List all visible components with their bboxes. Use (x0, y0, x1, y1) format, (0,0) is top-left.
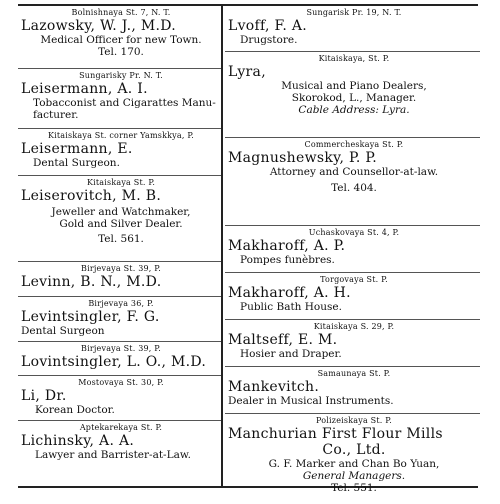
directory-entry (18, 129, 221, 176)
left-column (18, 6, 221, 466)
directory-entry (18, 376, 221, 421)
right-column (225, 6, 480, 504)
directory-entry (225, 320, 480, 367)
entry-line: G. F. Marker and Chan Bo Yuan, (268, 458, 440, 470)
entry-name: Maltseff, E. M. (228, 332, 338, 348)
directory-entry (18, 176, 221, 262)
entry-address: Birjevaya St. 39, P. (81, 264, 161, 273)
entry-line: Tobacconist and Cigarattes Manu- (33, 97, 216, 109)
entry-address: Samaunaya St. P. (317, 369, 391, 378)
entry-line: Gold and Silver Dealer. (59, 218, 183, 230)
entry-line: Tel. 551. (331, 482, 377, 494)
directory-entry (18, 421, 221, 466)
entry-line: Hosier and Draper. (240, 348, 342, 360)
entry-line: facturer. (33, 109, 79, 121)
entry-address: Birjevaya St. 39, P. (81, 344, 161, 353)
directory-entry (225, 367, 480, 414)
directory-entry (225, 226, 480, 273)
entry-address: Aptekarekaya St. P. (79, 423, 163, 432)
entry-address: Birjevaya 36, P. (88, 299, 154, 308)
entry-name: Makharoff, A. P. (228, 238, 346, 254)
column-divider (221, 4, 223, 488)
entry-line: Musical and Piano Dealers, (281, 80, 427, 92)
directory-entry (18, 297, 221, 342)
entry-name: Lichinsky, A. A. (21, 433, 135, 449)
entry-name: Mankevitch. (228, 379, 320, 395)
entry-name: Lazowsky, W. J., M.D. (21, 18, 177, 34)
entry-address: Kitaiskaya S. 29, P. (313, 322, 395, 331)
directory-entry (225, 273, 480, 320)
directory-entry (18, 262, 221, 297)
directory-entry (18, 6, 221, 69)
entry-line: Tel. 170. (98, 46, 144, 58)
directory-entry (225, 52, 480, 138)
directory-entry (225, 6, 480, 52)
entry-name: Levinn, B. N., M.D. (21, 274, 162, 290)
entry-address: Kitaiskaya St. corner Yamskkya, P. (47, 131, 195, 140)
entry-address: Torgovaya St. P. (320, 275, 388, 284)
entry-line: Drugstore. (240, 34, 298, 46)
entry-name: Manchurian First Flour Mills (228, 426, 443, 442)
entry-name: Leisermann, E. (21, 141, 133, 157)
entry-line: Skorokod, L., Manager. (291, 92, 417, 104)
entry-address: Commercheskaya St. P. (304, 140, 404, 149)
entry-address: Uchaskovaya St. 4, P. (308, 228, 400, 237)
directory-entry (225, 138, 480, 226)
entry-name-continued: Co., Ltd. (322, 442, 386, 458)
entry-line: Jeweller and Watchmaker, (51, 206, 191, 218)
entry-name: Lovintsingler, L. O., M.D. (21, 354, 207, 370)
entry-line: Pompes funèbres. (240, 254, 335, 266)
entry-line: General Managers. (302, 470, 406, 482)
entry-line: Dental Surgeon. (33, 157, 120, 169)
entry-line: Medical Officer for new Town. (40, 34, 202, 46)
entry-line: Cable Address: Lyra. (298, 104, 410, 116)
entry-name: Leiserovitch, M. B. (21, 188, 162, 204)
entry-address: Sungarisky Pr. N. T. (79, 71, 163, 80)
entry-line: Korean Doctor. (35, 404, 115, 416)
entry-line: Tel. 561. (98, 233, 144, 245)
entry-line: Tel. 404. (331, 182, 377, 194)
entry-line: Dental Surgeon (21, 325, 105, 337)
entry-address: Sungarisk Pr. 19, N. T. (306, 8, 402, 17)
entry-address: Polizeiskaya St. P. (316, 416, 392, 425)
entry-name: Li, Dr. (21, 388, 67, 404)
entry-name: Leisermann, A. I. (21, 81, 148, 97)
entry-name: Magnushewsky, P. P. (228, 150, 377, 166)
directory-entry (18, 342, 221, 376)
entry-address: Kitaiskaya, St. P. (318, 54, 390, 63)
entry-name: Levintsingler, F. G. (21, 309, 160, 325)
entry-address: Bolnishnaya St. 7, N. T. (71, 8, 171, 17)
directory-entry (18, 69, 221, 129)
entry-name: Lyra, (228, 64, 266, 80)
entry-line: Public Bath House. (240, 301, 342, 313)
entry-address: Mostovaya St. 30, P. (78, 378, 164, 387)
entry-name: Lvoff, F. A. (228, 18, 307, 34)
entry-line: Lawyer and Barrister-at-Law. (35, 449, 191, 461)
entry-name: Makharoff, A. H. (228, 285, 351, 301)
entry-line: Attorney and Counsellor-at-law. (269, 166, 439, 178)
entry-address: Kitaiskaya St. P. (86, 178, 156, 187)
entry-line: Dealer in Musical Instruments. (228, 395, 394, 407)
